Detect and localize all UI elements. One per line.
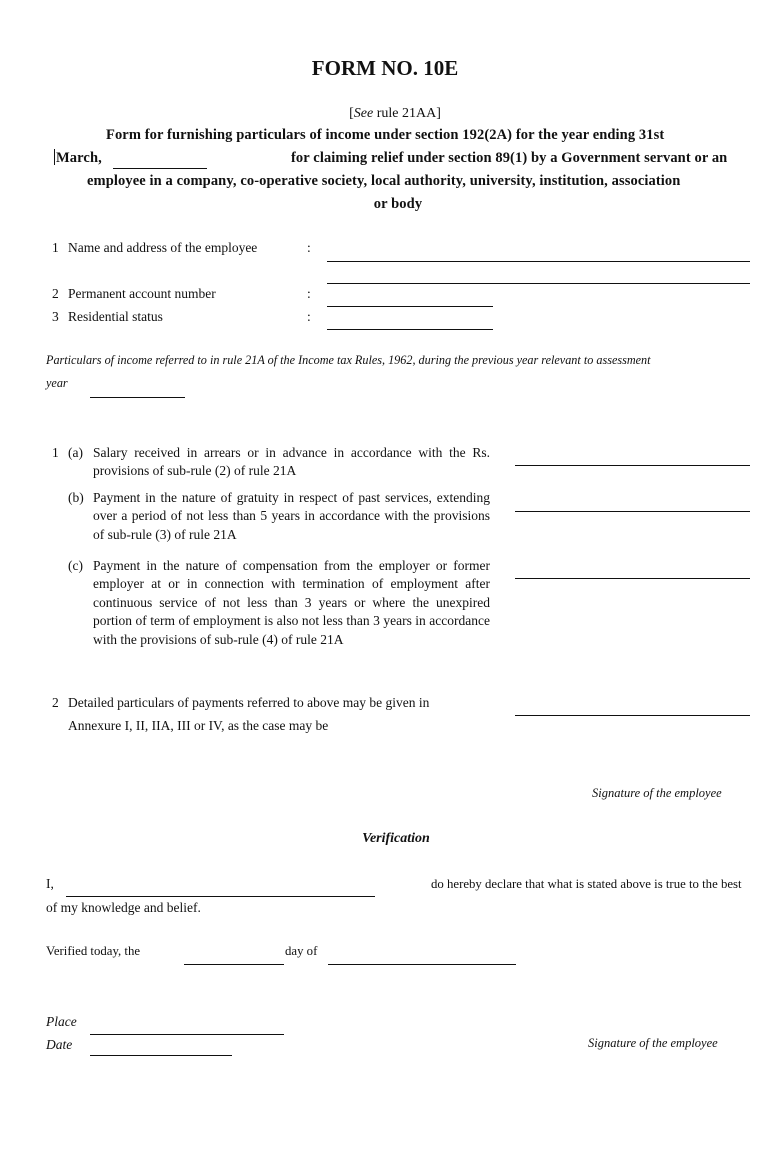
form-title: FORM NO. 10E bbox=[311, 56, 459, 80]
item-letter-c: (c) bbox=[68, 558, 83, 573]
year-ending-field[interactable] bbox=[113, 168, 207, 169]
compensation-field[interactable] bbox=[515, 578, 750, 579]
name-address-field-line-1[interactable] bbox=[327, 261, 750, 262]
field-sep: : bbox=[307, 286, 311, 301]
text-cursor bbox=[54, 149, 55, 165]
item-text-b: Payment in the nature of gratuity in respect of past services, extending over a period of not less than 5 years in accordance with the provisions of sub-rule (3) of rule 21A bbox=[93, 490, 490, 542]
rule-reference bbox=[0, 106, 770, 122]
declarant-name-field[interactable] bbox=[66, 896, 375, 897]
field-num-2: 2 bbox=[52, 286, 59, 301]
assessment-year-field[interactable] bbox=[90, 397, 185, 398]
item-num-2: 2 bbox=[52, 695, 59, 710]
pan-field[interactable] bbox=[327, 306, 493, 307]
verified-today-label: Verified today, the bbox=[46, 944, 141, 958]
heading-line-2: for claiming relief under section 89(1) by a Government servant or an bbox=[291, 150, 728, 166]
gratuity-field[interactable] bbox=[515, 511, 750, 512]
item-letter-b: (b) bbox=[68, 490, 84, 505]
particulars-intro-year: year bbox=[46, 376, 68, 390]
date-field[interactable] bbox=[90, 1055, 232, 1056]
field-label-name-address: Name and address of the employee bbox=[68, 240, 258, 255]
heading-line-1: Form for furnishing particulars of income under section 192(2A) for the year ending 31st bbox=[106, 127, 665, 143]
item-num-1: 1 bbox=[52, 445, 59, 460]
name-address-field-line-2[interactable] bbox=[327, 283, 750, 284]
annexure-field[interactable] bbox=[515, 715, 750, 716]
rule-see: See bbox=[353, 106, 374, 121]
verified-month-field[interactable] bbox=[328, 964, 516, 965]
date-label: Date bbox=[46, 1037, 73, 1052]
item2-line-1: Detailed particulars of payments referred to above may be given in bbox=[68, 695, 430, 710]
verified-day-field[interactable] bbox=[184, 964, 284, 965]
field-sep: : bbox=[307, 240, 311, 255]
declaration-text-2: of my knowledge and belief. bbox=[46, 900, 201, 915]
heading-line-3: employee in a company, co-operative society, local authority, university, institution, association bbox=[87, 173, 681, 189]
heading-march: March, bbox=[56, 150, 102, 166]
item-text-c: Payment in the nature of compensation from the employer or former employer at or in connection with termination of employment after continuous service of not less than 3 years or where the unexpired portion of term of employment is also not less than 3 years in accordance with the provisions of sub-rule (4) of rule 21A bbox=[93, 558, 490, 647]
day-of-label: day of bbox=[285, 944, 318, 958]
place-label: Place bbox=[46, 1014, 77, 1029]
salary-arrears-field[interactable] bbox=[515, 465, 750, 466]
field-num-3: 3 bbox=[52, 309, 59, 324]
residential-status-field[interactable] bbox=[327, 329, 493, 330]
verification-heading: Verification bbox=[362, 831, 430, 846]
item-letter-a: (a) bbox=[68, 445, 83, 460]
signature-label-employee-2: Signature of the employee bbox=[588, 1036, 718, 1050]
verification-i: I, bbox=[46, 876, 54, 891]
item2-line-2: Annexure I, II, IIA, III or IV, as the case may be bbox=[68, 718, 329, 733]
field-label-pan: Permanent account number bbox=[68, 286, 216, 301]
item-text-a: Salary received in arrears or in advance in accordance with the Rs. provisions of sub-rule (2) of rule 21A bbox=[93, 445, 490, 479]
signature-label-employee: Signature of the employee bbox=[592, 786, 722, 800]
field-num-1: 1 bbox=[52, 240, 59, 255]
rule-text: rule 21AA] bbox=[373, 106, 441, 121]
particulars-intro: Particulars of income referred to in rule 21A of the Income tax Rules, 1962, during the previous year relevant to assessment bbox=[46, 353, 651, 367]
rule-bracket: [ bbox=[349, 106, 354, 121]
place-field[interactable] bbox=[90, 1034, 284, 1035]
field-label-residential-status: Residential status bbox=[68, 309, 163, 324]
heading-line-4: or body bbox=[373, 196, 423, 212]
declaration-text: do hereby declare that what is stated above is true to the best bbox=[431, 877, 742, 891]
field-sep: : bbox=[307, 309, 311, 324]
